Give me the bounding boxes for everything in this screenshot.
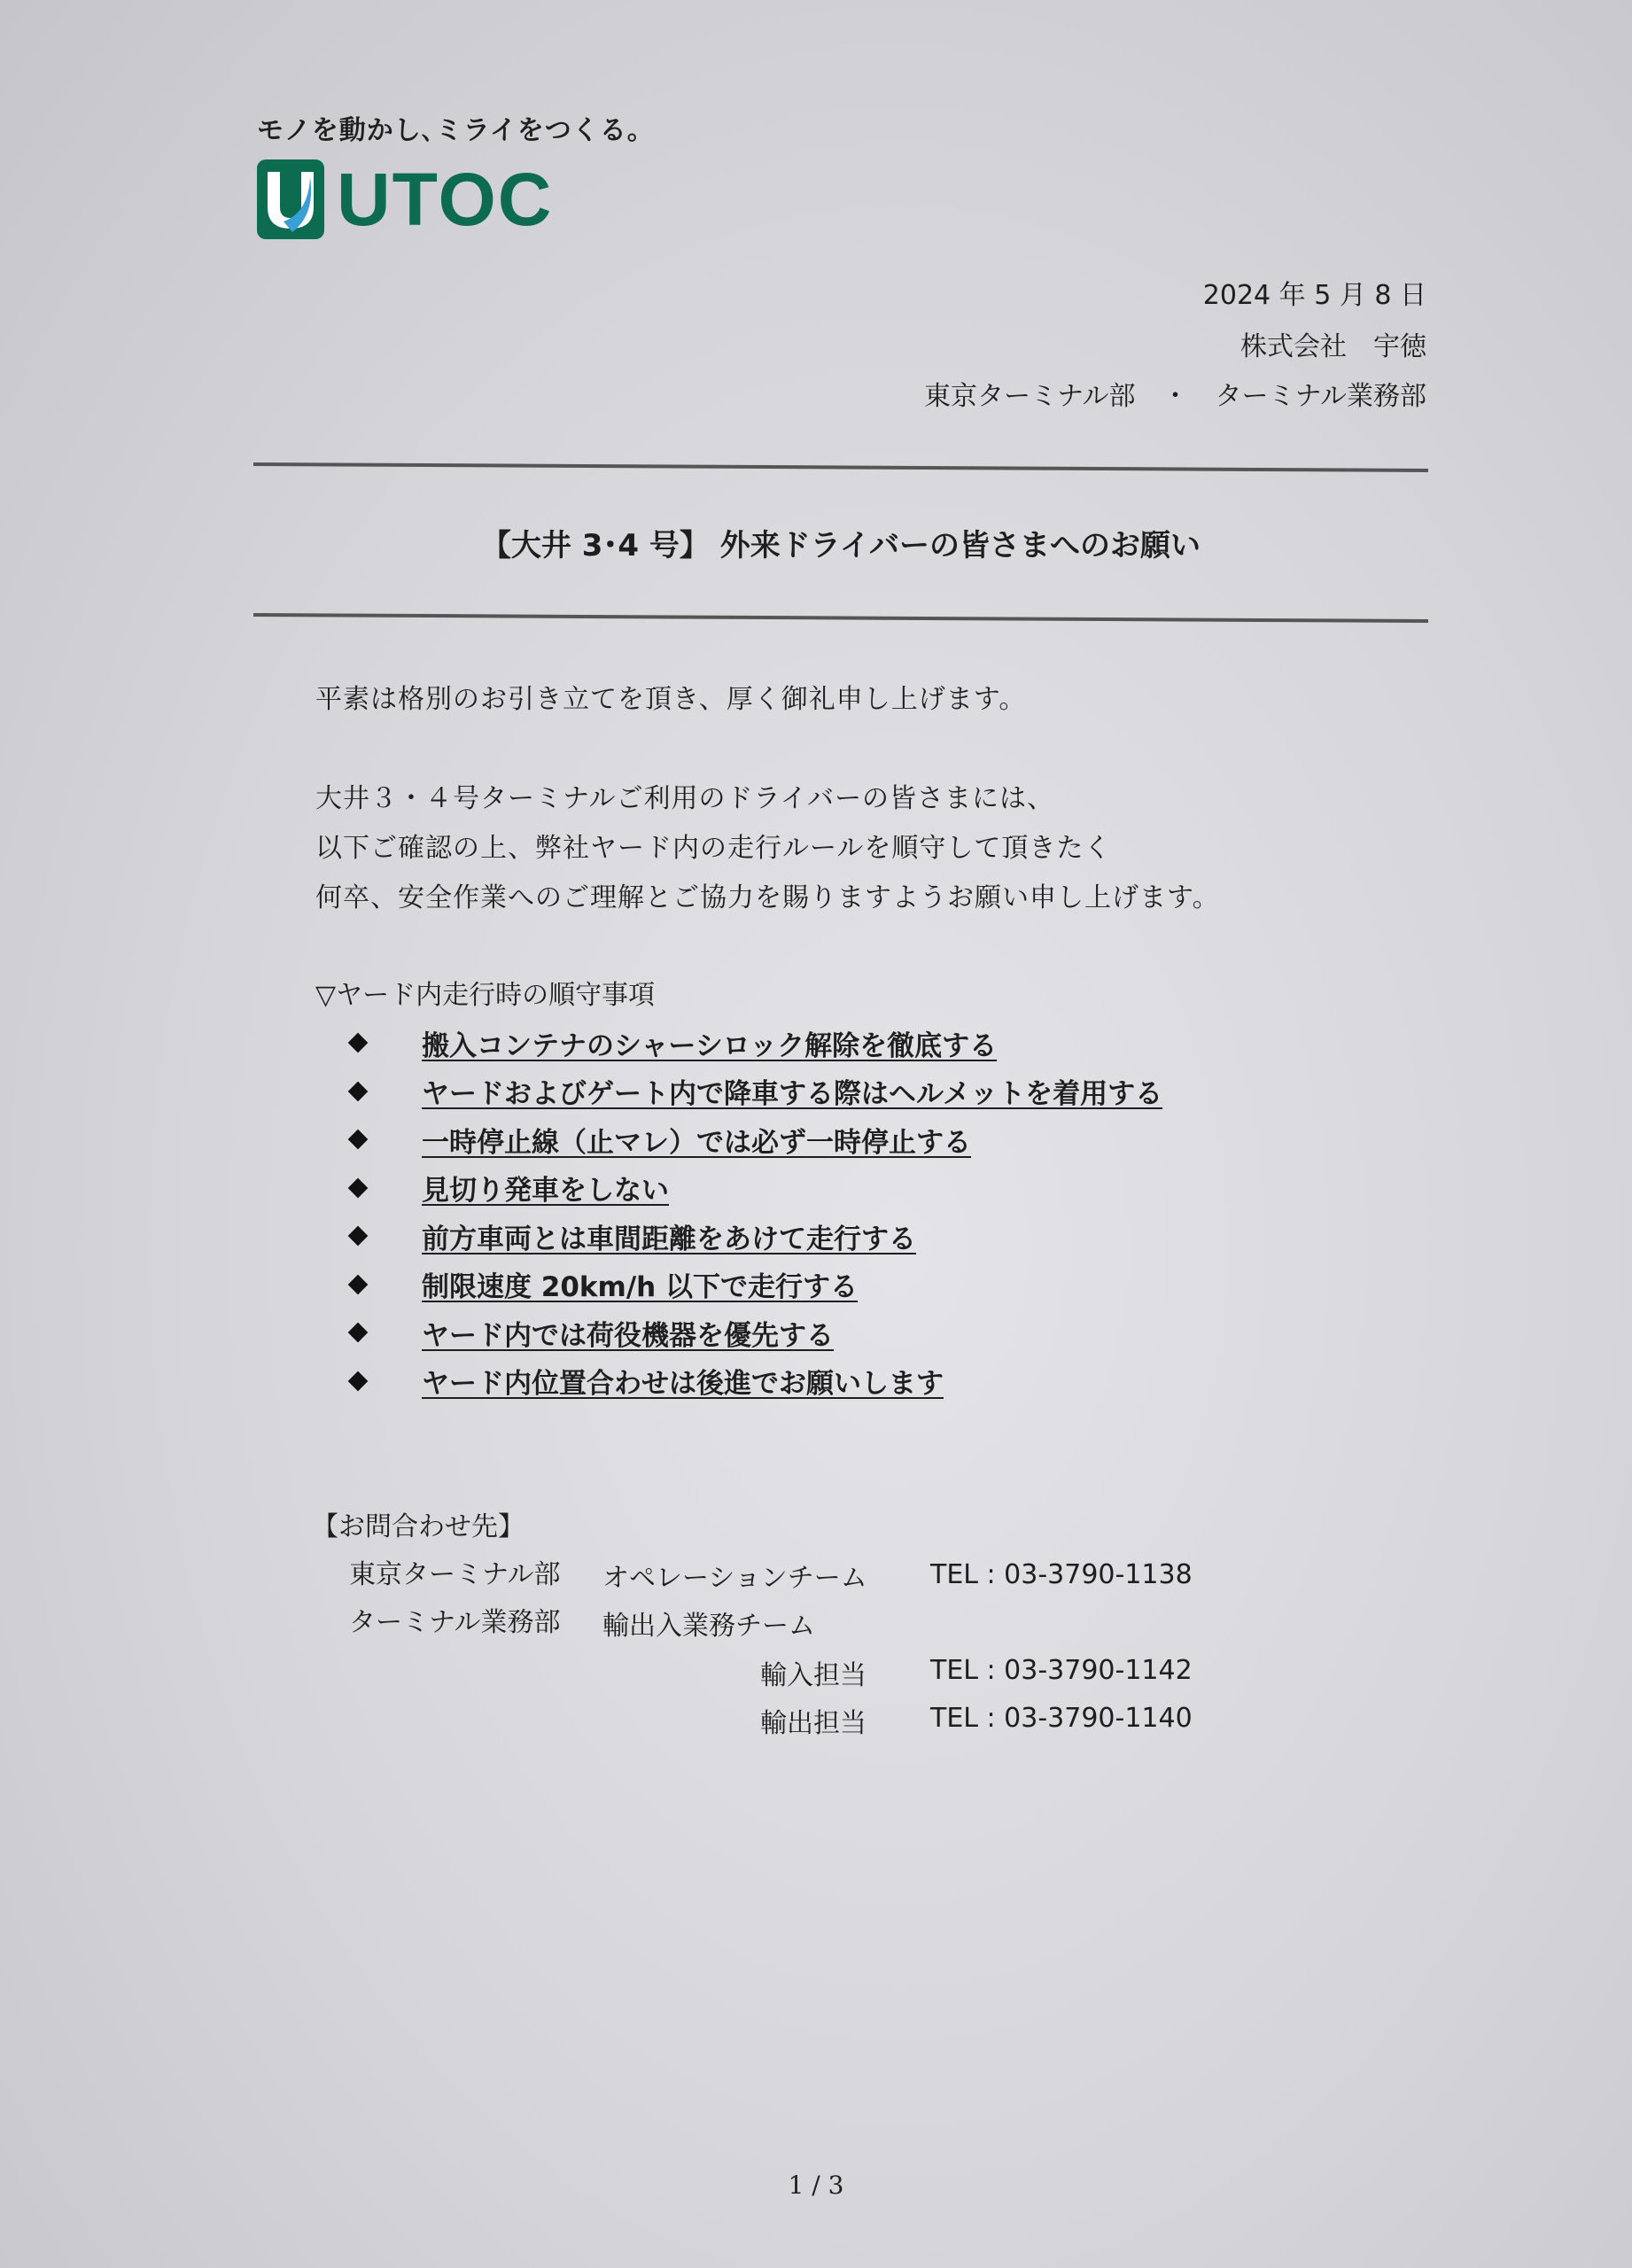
contact-heading: 【お問合わせ先】: [312, 1511, 525, 1542]
rule-text: 搬入コンテナのシャーシロック解除を徹底する: [422, 1029, 998, 1062]
contact-export-tel: TEL : 03-3790-1140: [930, 1703, 1193, 1734]
rule-item: [351, 1019, 1162, 1068]
diamond-bullet-icon: [348, 1323, 369, 1343]
diamond-bullet-icon: [348, 1081, 369, 1101]
contact-import-label: 輸入担当: [760, 1660, 867, 1691]
diamond-bullet-icon: [348, 1130, 369, 1150]
rule-item: [351, 1164, 1162, 1213]
rule-text: 制限速度 20km/h 以下で走行する: [422, 1271, 859, 1304]
diamond-bullet-icon: [348, 1371, 369, 1391]
rule-item: [351, 1212, 1162, 1261]
rules-list: [351, 1019, 1162, 1405]
contact-biz-dept: ターミナル業務部: [349, 1607, 561, 1638]
request-line: 大井３・４号ターミナルご利用のドライバーの皆さまには、: [315, 783, 1054, 814]
document-title: 【大井 3･4 号】 外来ドライバーの皆さまへのお願い: [480, 528, 1201, 563]
rule-item: [351, 1261, 1162, 1309]
logo-tagline: モノを動かし､ミライをつくる｡: [257, 115, 641, 146]
company-name: 株式会社 宇徳: [1240, 331, 1426, 362]
contact-op-dept: 東京ターミナル部: [349, 1559, 561, 1590]
rule-text: ヤード内位置合わせは後進でお願いします: [422, 1368, 944, 1401]
title-rule-top: [253, 462, 1428, 472]
logo-wordmark: UTOC: [337, 158, 554, 241]
diamond-bullet-icon: [348, 1177, 369, 1198]
rules-heading: ▽ヤード内走行時の順守事項: [315, 980, 656, 1011]
rule-text: 前方車両とは車間距離をあけて走行する: [422, 1223, 916, 1255]
diamond-bullet-icon: [348, 1226, 369, 1247]
contact-op-tel: TEL : 03-3790-1138: [930, 1559, 1193, 1590]
document-date: 2024 年 5 月 8 日: [1202, 280, 1426, 311]
page-number: 1 / 3: [788, 2171, 844, 2200]
greeting-paragraph: 平素は格別のお引き立てを頂き、厚く御礼申し上げます。: [315, 684, 1027, 715]
rule-text: ヤード内では荷役機器を優先する: [422, 1319, 834, 1352]
rule-text: 見切り発車をしない: [422, 1175, 669, 1208]
request-line: 以下ご確認の上、弊社ヤード内の走行ルールを順守して頂きたく: [315, 833, 1112, 864]
rule-text: 一時停止線（止マレ）では必ず一時停止する: [422, 1126, 971, 1159]
diamond-bullet-icon: [348, 1033, 369, 1053]
contact-export-label: 輸出担当: [760, 1708, 867, 1739]
title-rule-bottom: [253, 613, 1428, 623]
diamond-bullet-icon: [348, 1274, 369, 1294]
request-line: 何卒、安全作業へのご理解とご協力を賜りますようお願い申し上げます。: [315, 882, 1220, 913]
rule-text: ヤードおよびゲート内で降車する際はヘルメットを着用する: [422, 1078, 1163, 1111]
company-logo: [257, 159, 553, 239]
rule-item: [351, 1115, 1162, 1164]
utoc-emblem-icon: [257, 159, 324, 239]
contact-op-team: オペレーションチーム: [602, 1563, 867, 1594]
contact-biz-team: 輸出入業務チーム: [602, 1611, 815, 1642]
contact-import-tel: TEL : 03-3790-1142: [930, 1655, 1193, 1686]
rule-item: [351, 1357, 1162, 1406]
rule-item: [351, 1068, 1162, 1116]
issuing-department: 東京ターミナル部 ・ ターミナル業務部: [924, 381, 1426, 412]
rule-item: [351, 1309, 1162, 1357]
